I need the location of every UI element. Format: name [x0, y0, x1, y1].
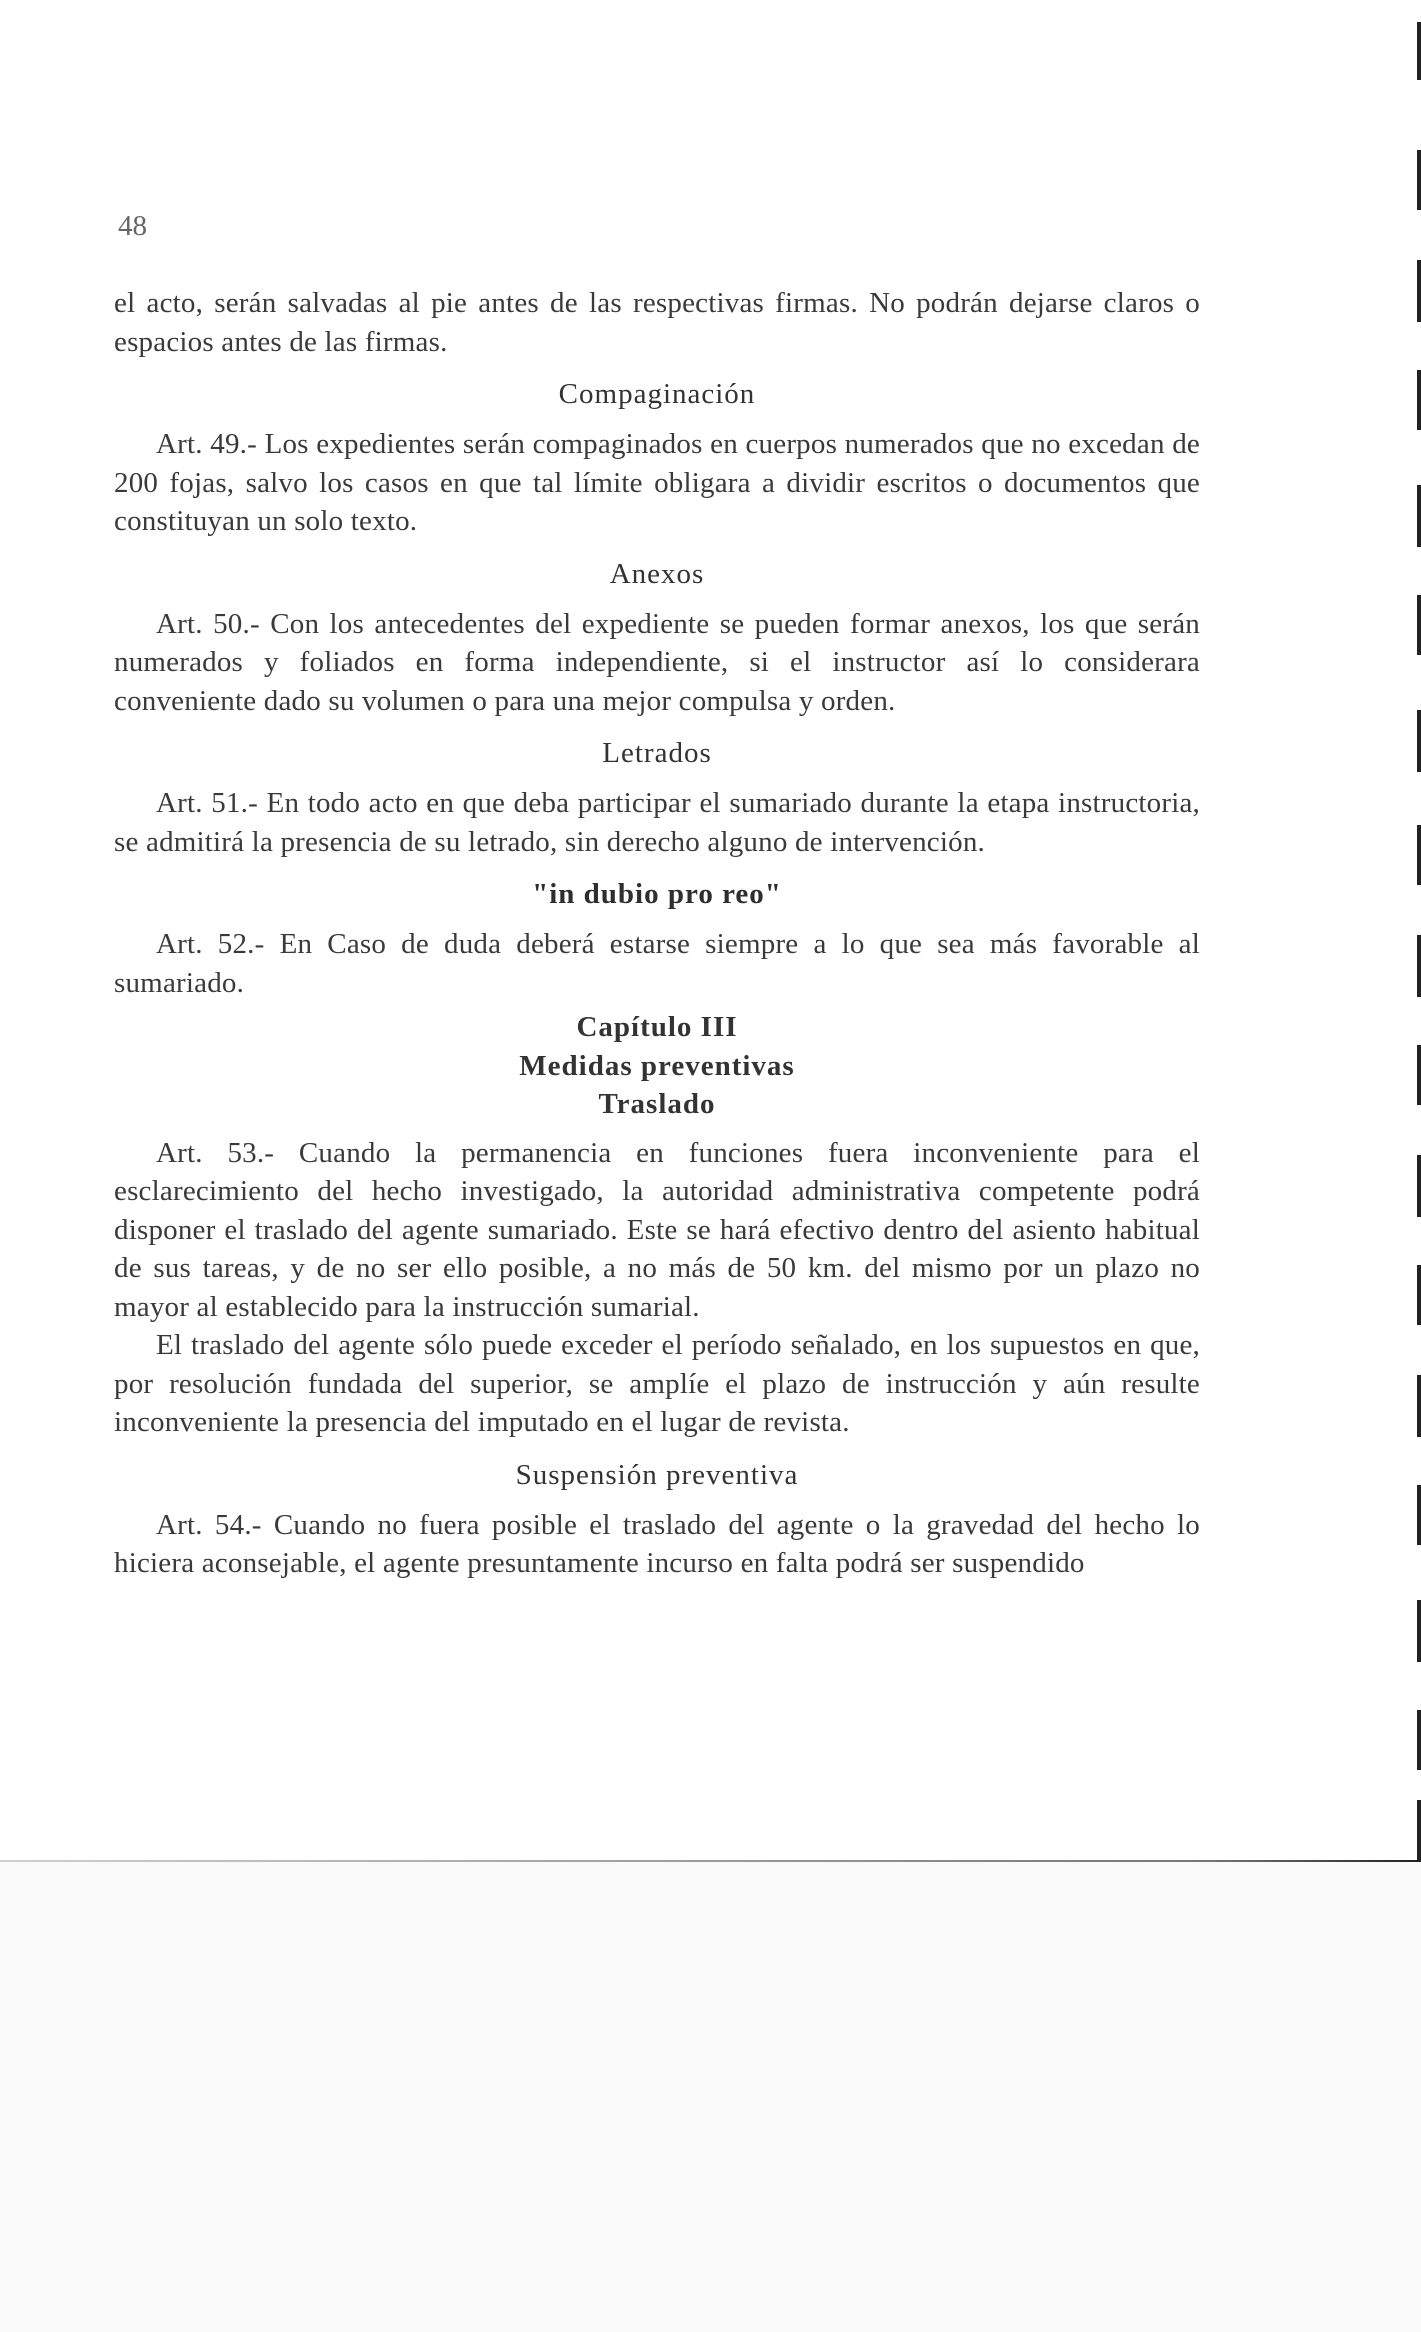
- section-heading: Letrados: [602, 737, 712, 769]
- binding-mark: [1417, 1800, 1421, 1862]
- article-text: Los expedientes serán compaginados en cuerpos numerados que no excedan de 200 fojas, salvo los casos en que tal límite obligara a dividir escritos o documentos que constituyan un solo texto.: [114, 428, 1200, 537]
- binding-mark: [1417, 370, 1421, 430]
- article-paragraph: [114, 1134, 1200, 1327]
- section-heading: "in dubio pro reo": [532, 878, 782, 910]
- article-number: Art. 49.-: [156, 428, 257, 460]
- binding-mark: [1417, 710, 1421, 772]
- article-text: Cuando no fuera posible el traslado del agente o la gravedad del hecho lo hiciera aconsejable, el agente presuntamente incurso en falta podrá ser suspendido: [114, 1508, 1200, 1579]
- article-number: Art. 54.-: [156, 1508, 262, 1541]
- binding-mark: [1417, 1265, 1421, 1325]
- page-number: 48: [118, 210, 147, 242]
- article-paragraph: [114, 1506, 1200, 1583]
- article-number: Art. 53.-: [156, 1136, 275, 1169]
- binding-mark: [1417, 1485, 1421, 1545]
- section-heading: Anexos: [609, 557, 705, 590]
- article-paragraph: [114, 925, 1200, 1002]
- chapter-heading: [114, 1008, 1200, 1124]
- binding-mark: [1417, 1375, 1421, 1437]
- article-number: Art. 52.-: [156, 928, 265, 960]
- article-number: Art. 51.-: [156, 787, 258, 819]
- binding-mark: [1417, 1155, 1421, 1217]
- scan-blank-area: [0, 1862, 1421, 2332]
- article-paragraph: [114, 605, 1200, 721]
- binding-mark: [1417, 1600, 1421, 1662]
- binding-mark: [1417, 1045, 1421, 1105]
- article-number: Art. 50.-: [156, 607, 260, 640]
- article-paragraph: [114, 784, 1200, 861]
- document-body: [114, 284, 1200, 1583]
- article-text: Con los antecedentes del expediente se pueden formar anexos, los que serán numerados y foliados en forma independiente, si el instructor así lo considerara conveniente dado su volumen o para una mejor compulsa y orden.: [114, 607, 1200, 717]
- paragraph: el acto, serán salvadas al pie antes de las respectivas firmas. No podrán dejarse claros o espacios antes de las firmas.: [114, 287, 1200, 358]
- binding-mark: [1417, 595, 1421, 655]
- article-paragraph: [114, 425, 1200, 541]
- section-heading: Compaginación: [558, 378, 756, 410]
- binding-mark: [1417, 935, 1421, 997]
- paragraph: El traslado del agente sólo puede exceder el período señalado, en los supuestos en que, por resolución fundada del superior, se amplíe el plazo de instrucción y aún resulte inconveniente la presencia del imputado en el lugar de revista.: [114, 1329, 1200, 1438]
- article-text: En Caso de duda deberá estarse siempre a lo que sea más favorable al sumariado.: [114, 928, 1200, 999]
- chapter-heading-line: Capítulo III: [576, 1011, 738, 1043]
- chapter-heading-line: Medidas preventivas: [519, 1049, 795, 1082]
- article-text: En todo acto en que deba participar el sumariado durante la etapa instructoria, se admitirá la presencia de su letrado, sin derecho alguno de intervención.: [114, 787, 1200, 858]
- binding-mark: [1417, 22, 1421, 80]
- section-heading: Suspensión preventiva: [515, 1458, 799, 1491]
- binding-mark: [1417, 260, 1421, 322]
- binding-mark: [1417, 485, 1421, 547]
- chapter-heading-line: Traslado: [598, 1088, 716, 1120]
- binding-mark: [1417, 825, 1421, 885]
- binding-mark: [1417, 150, 1421, 210]
- article-text: Cuando la permanencia en funciones fuera inconveniente para el esclarecimiento del hecho investigado, la autoridad administrativa competente podrá disponer el traslado del agente sumariado. Este se hará efectivo dentro del asiento habitual de sus tareas, y de no ser ello posible, a no más de 50 km. del mismo por un plazo no mayor al establecido para la instrucción sumarial.: [114, 1136, 1200, 1323]
- binding-mark: [1417, 1710, 1421, 1770]
